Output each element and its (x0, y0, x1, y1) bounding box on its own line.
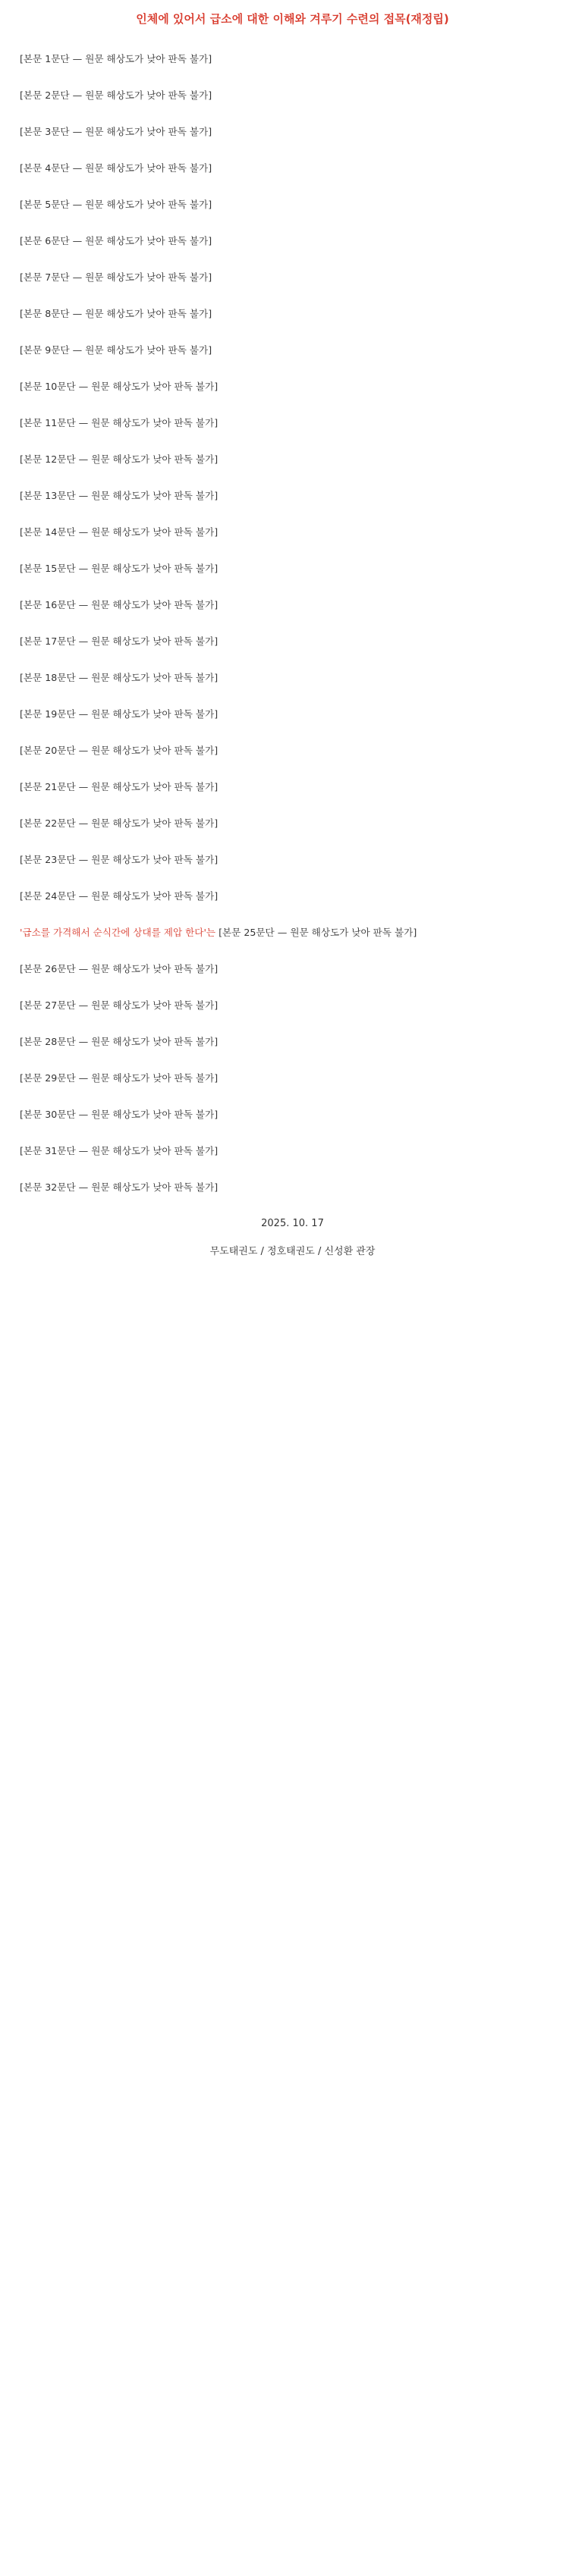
body-paragraph: [본문 13문단 — 원문 해상도가 낮아 판독 불가] (20, 490, 219, 501)
body-paragraph: [본문 15문단 — 원문 해상도가 낮아 판독 불가] (20, 563, 219, 574)
body-paragraph: [본문 10문단 — 원문 해상도가 낮아 판독 불가] (20, 381, 219, 392)
document-author: 무도태권도 / 정호태권도 / 신성환 관장 (209, 1246, 376, 1257)
body-paragraph: [본문 31문단 — 원문 해상도가 낮아 판독 불가] (20, 1145, 219, 1156)
body-paragraph: [본문 7문단 — 원문 해상도가 낮아 판독 불가] (20, 271, 212, 283)
document-title: 인체에 있어서 급소에 대한 이해와 겨루기 수련의 접목(재정립) (136, 12, 449, 26)
body-paragraph: [본문 26문단 — 원문 해상도가 낮아 판독 불가] (20, 963, 219, 974)
body-paragraph: [본문 23문단 — 원문 해상도가 낮아 판독 불가] (20, 854, 219, 865)
body-paragraph: [본문 19문단 — 원문 해상도가 낮아 판독 불가] (20, 708, 219, 720)
document-body (20, 50, 565, 1197)
body-paragraph: [본문 29문단 — 원문 해상도가 낮아 판독 불가] (20, 1072, 219, 1084)
body-paragraph: [본문 22문단 — 원문 해상도가 낮아 판독 불가] (20, 817, 219, 829)
body-paragraph: [본문 2문단 — 원문 해상도가 낮아 판독 불가] (20, 89, 212, 101)
body-paragraph: [본문 1문단 — 원문 해상도가 낮아 판독 불가] (20, 53, 212, 64)
body-paragraph: [본문 30문단 — 원문 해상도가 낮아 판독 불가] (20, 1109, 219, 1120)
body-paragraph: [본문 28문단 — 원문 해상도가 낮아 판독 불가] (20, 1036, 219, 1047)
body-paragraph: [본문 24문단 — 원문 해상도가 낮아 판독 불가] (20, 890, 219, 902)
body-paragraph: [본문 6문단 — 원문 해상도가 낮아 판독 불가] (20, 235, 212, 246)
body-paragraph: [본문 9문단 — 원문 해상도가 낮아 판독 불가] (20, 344, 212, 356)
body-paragraph: [본문 14문단 — 원문 해상도가 낮아 판독 불가] (20, 526, 219, 538)
body-paragraph-text: [본문 25문단 — 원문 해상도가 낮아 판독 불가] (219, 927, 417, 938)
body-paragraph: [본문 21문단 — 원문 해상도가 낮아 판독 불가] (20, 781, 219, 792)
body-paragraph: [본문 12문단 — 원문 해상도가 낮아 판독 불가] (20, 453, 219, 465)
body-paragraph: [본문 32문단 — 원문 해상도가 낮아 판독 불가] (20, 1181, 219, 1193)
body-paragraph: [본문 3문단 — 원문 해상도가 낮아 판독 불가] (20, 126, 212, 137)
body-paragraph (20, 924, 565, 942)
body-paragraph: [본문 4문단 — 원문 해상도가 낮아 판독 불가] (20, 162, 212, 174)
body-paragraph: [본문 16문단 — 원문 해상도가 낮아 판독 불가] (20, 599, 219, 610)
body-paragraph: [본문 5문단 — 원문 해상도가 낮아 판독 불가] (20, 199, 212, 210)
body-paragraph: [본문 8문단 — 원문 해상도가 낮아 판독 불가] (20, 308, 212, 319)
body-paragraph: [본문 20문단 — 원문 해상도가 낮아 판독 불가] (20, 745, 219, 756)
body-paragraph: [본문 18문단 — 원문 해상도가 낮아 판독 불가] (20, 672, 219, 683)
body-paragraph: [본문 27문단 — 원문 해상도가 낮아 판독 불가] (20, 999, 219, 1011)
body-paragraph: [본문 11문단 — 원문 해상도가 낮아 판독 불가] (20, 417, 219, 428)
document-date: 2025. 10. 17 (261, 1218, 324, 1229)
highlighted-phrase: '급소를 가격해서 순식간에 상대를 제압 한다'는 (20, 927, 216, 938)
body-paragraph: [본문 17문단 — 원문 해상도가 낮아 판독 불가] (20, 635, 219, 647)
